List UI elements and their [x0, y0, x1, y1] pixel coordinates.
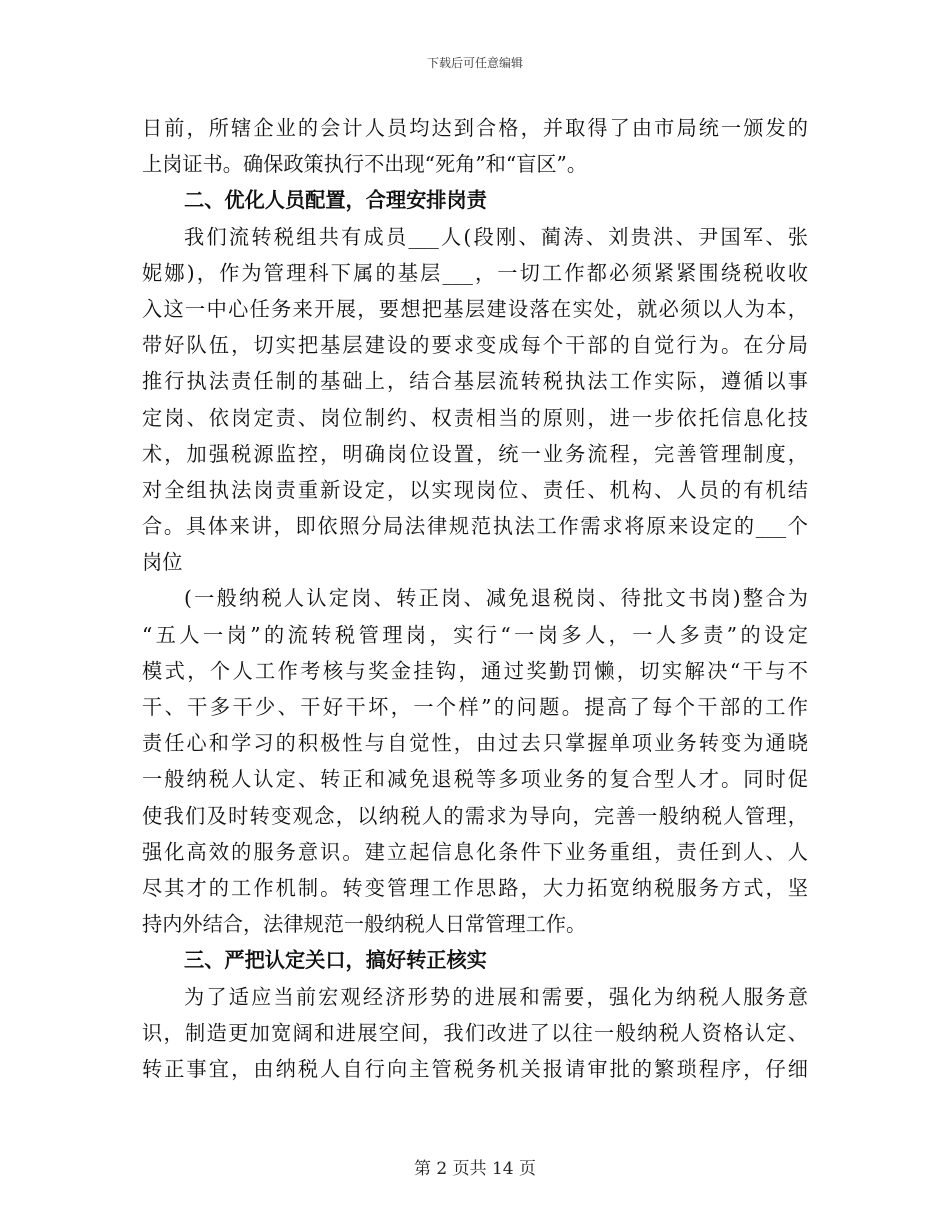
text-line: 为了适应当前宏观经济形势的进展和需要，强化为纳税人服务意	[184, 984, 808, 1009]
page-footer: 第 2 页共 14 页	[413, 1159, 537, 1179]
text-line: 一般纳税人认定、转正和减免退税等多项业务的复合型人才。同时促	[142, 767, 808, 792]
text-line: 识，制造更加宽阔和进展空间，我们改进了以往一般纳税人资格认定、	[142, 1020, 808, 1045]
text-line: 妮娜)，作为管理科下属的基层___，一切工作都必须紧紧围绕税收收	[142, 260, 808, 285]
text-line: (一般纳税人认定岗、转正岗、减免退税岗、待批文书岗)整合为	[184, 586, 808, 611]
section-heading: 二、优化人员配置，合理安排岗责	[184, 188, 487, 213]
page-header: 下载后可任意编辑	[426, 56, 523, 70]
text-line: 责任心和学习的积极性与自觉性，由过去只掌握单项业务转变为通晓	[142, 731, 808, 756]
text-line: 合。具体来讲，即依照分局法律规范执法工作需求将原来设定的___个	[142, 514, 808, 539]
text-line: 尽其才的工作机制。转变管理工作思路，大力拓宽纳税服务方式，坚	[142, 875, 808, 900]
text-line: 干、干多干少、干好干坏，一个样”的问题。提高了每个干部的工作	[142, 695, 808, 719]
text-line: 使我们及时转变观念，以纳税人的需求为导向，完善一般纳税人管理，	[142, 803, 808, 828]
text-line: 日前，所辖企业的会计人员均达到合格，并取得了由市局统一颁发的	[142, 116, 808, 140]
text-line: 持内外结合，法律规范一般纳税人日常管理工作。	[142, 912, 587, 937]
text-line: 模式，个人工作考核与奖金挂钩，通过奖勤罚懒，切实解决“干与不	[142, 658, 808, 683]
text-line: 定岗、依岗定责、岗位制约、权责相当的原则，进一步依托信息化技	[142, 405, 808, 430]
document-body	[142, 110, 808, 1087]
text-line: 岗位	[142, 550, 183, 575]
text-line: 入这一中心任务来开展，要想把基层建设落在实处，就必须以人为本，	[142, 296, 808, 321]
text-line: 推行执法责任制的基础上，结合基层流转税执法工作实际，遵循以事	[142, 369, 808, 394]
text-line: 术，加强税源监控，明确岗位设置，统一业务流程，完善管理制度，	[142, 441, 808, 466]
text-line: 上岗证书。确保政策执行不出现“死角”和“盲区”。	[142, 152, 588, 177]
text-line: 强化高效的服务意识。建立起信息化条件下业务重组，责任到人、人	[142, 839, 808, 864]
text-line: 对全组执法岗责重新设定，以实现岗位、责任、机构、人员的有机结	[142, 477, 808, 502]
section-heading: 三、严把认定关口，搞好转正核实	[184, 948, 487, 973]
text-line: 我们流转税组共有成员___人(段刚、蔺涛、刘贵洪、尹国军、张	[184, 224, 808, 249]
text-line: 转正事宜，由纳税人自行向主管税务机关报请审批的繁琐程序，仔细	[142, 1056, 808, 1081]
text-line: 带好队伍，切实把基层建设的要求变成每个干部的自觉行为。在分局	[142, 333, 808, 358]
text-line: “五人一岗”的流转税管理岗，实行“一岗多人，一人多责”的设定	[142, 622, 808, 647]
